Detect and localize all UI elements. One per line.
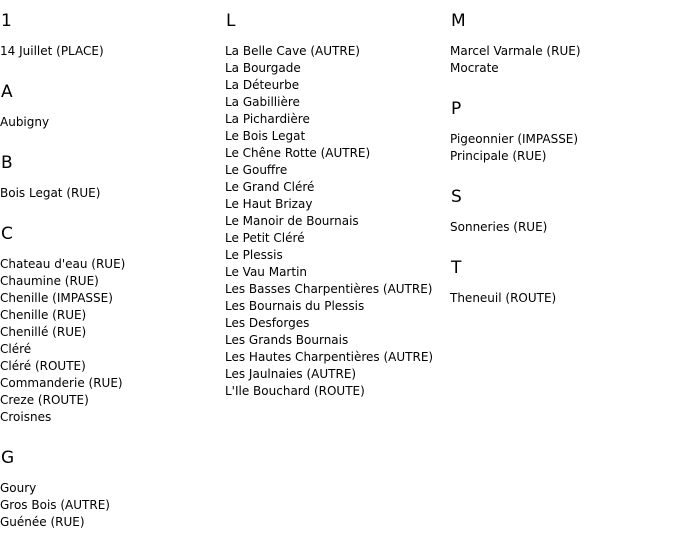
street-link[interactable]: Marcel Varmale (RUE) xyxy=(450,44,581,58)
street-list xyxy=(450,131,675,165)
letter-heading: B xyxy=(1,153,13,173)
letter-group xyxy=(450,258,675,307)
street-link[interactable]: Croisnes xyxy=(0,410,52,424)
street-link[interactable]: Le Haut Brizay xyxy=(225,197,313,211)
letter-group xyxy=(450,187,675,236)
street-link[interactable]: Sonneries (RUE) xyxy=(450,220,548,234)
street-link[interactable]: La Belle Cave (AUTRE) xyxy=(225,44,360,58)
street-link[interactable]: La Bourgade xyxy=(225,61,301,75)
street-link[interactable]: Mocrate xyxy=(450,61,499,75)
street-link[interactable]: La Pichardière xyxy=(225,112,310,126)
letter-heading: 1 xyxy=(1,11,12,31)
letter-group xyxy=(450,11,675,77)
street-link[interactable]: La Gabillière xyxy=(225,95,300,109)
index-column xyxy=(450,0,675,329)
street-link[interactable]: Cléré (ROUTE) xyxy=(0,359,86,373)
street-list xyxy=(225,43,450,400)
letter-heading: C xyxy=(1,224,13,244)
letter-heading: T xyxy=(451,258,462,278)
letter-heading: G xyxy=(1,448,15,468)
street-list xyxy=(0,256,225,426)
index-column xyxy=(225,0,450,422)
street-link[interactable]: Les Grands Bournais xyxy=(225,333,349,347)
street-list xyxy=(0,43,225,60)
street-link[interactable]: Les Hautes Charpentières (AUTRE) xyxy=(225,350,434,364)
street-link[interactable]: Chateau d'eau (RUE) xyxy=(0,257,126,271)
street-link[interactable]: Le Plessis xyxy=(225,248,283,262)
street-link[interactable]: Le Grand Cléré xyxy=(225,180,315,194)
street-link[interactable]: Chaumine (RUE) xyxy=(0,274,99,288)
street-link[interactable]: Chenille (RUE) xyxy=(0,308,87,322)
street-list xyxy=(450,43,675,77)
street-list xyxy=(450,290,675,307)
street-link[interactable]: 14 Juillet (PLACE) xyxy=(0,44,104,58)
street-link[interactable]: Le Vau Martin xyxy=(225,265,308,279)
street-link[interactable]: Principale (RUE) xyxy=(450,149,547,163)
street-link[interactable]: Creze (ROUTE) xyxy=(0,393,89,407)
street-link[interactable]: Guénée (RUE) xyxy=(0,515,85,529)
letter-group xyxy=(0,224,225,426)
letter-heading: S xyxy=(451,187,462,207)
letter-group xyxy=(0,11,225,60)
street-link[interactable]: Aubigny xyxy=(0,115,50,129)
street-link[interactable]: Pigeonnier (IMPASSE) xyxy=(450,132,579,146)
letter-heading: L xyxy=(226,11,236,31)
street-link[interactable]: Gros Bois (AUTRE) xyxy=(0,498,110,512)
letter-group xyxy=(450,99,675,165)
street-link[interactable]: Les Bournais du Plessis xyxy=(225,299,365,313)
street-link[interactable]: Commanderie (RUE) xyxy=(0,376,123,390)
index-column xyxy=(0,0,225,553)
street-list xyxy=(0,185,225,202)
street-link[interactable]: Goury xyxy=(0,481,37,495)
street-link[interactable]: Les Jaulnaies (AUTRE) xyxy=(225,367,357,381)
street-link[interactable]: Le Gouffre xyxy=(225,163,288,177)
letter-group xyxy=(0,448,225,531)
street-link[interactable]: Chenille (IMPASSE) xyxy=(0,291,113,305)
street-link[interactable]: Bois Legat (RUE) xyxy=(0,186,101,200)
letter-group xyxy=(0,82,225,131)
street-link[interactable]: Theneuil (ROUTE) xyxy=(450,291,557,305)
street-link[interactable]: Le Chêne Rotte (AUTRE) xyxy=(225,146,371,160)
street-link[interactable]: Cléré xyxy=(0,342,32,356)
letter-heading: A xyxy=(1,82,13,102)
street-link[interactable]: Le Manoir de Bournais xyxy=(225,214,359,228)
letter-group xyxy=(225,11,450,400)
street-link[interactable]: La Déteurbe xyxy=(225,78,300,92)
letter-heading: P xyxy=(451,99,462,119)
street-link[interactable]: Le Bois Legat xyxy=(225,129,306,143)
street-link[interactable]: Le Petit Cléré xyxy=(225,231,305,245)
street-list xyxy=(450,219,675,236)
street-list xyxy=(0,480,225,531)
street-link[interactable]: Les Basses Charpentières (AUTRE) xyxy=(225,282,433,296)
street-link[interactable]: Chenillé (RUE) xyxy=(0,325,87,339)
letter-group xyxy=(0,153,225,202)
street-list xyxy=(0,114,225,131)
street-link[interactable]: Les Desforges xyxy=(225,316,310,330)
letter-heading: M xyxy=(451,11,466,31)
street-link[interactable]: L'Ile Bouchard (ROUTE) xyxy=(225,384,365,398)
